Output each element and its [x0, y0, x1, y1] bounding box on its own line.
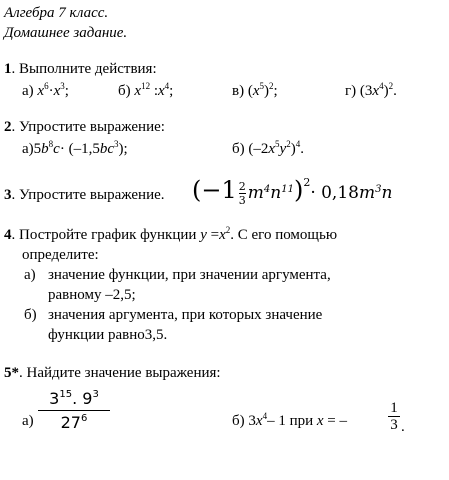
task3-var-n: n: [270, 183, 282, 203]
task2-a-end: );: [118, 141, 128, 157]
task5-a-num-mid: . 9: [72, 389, 93, 408]
task3-expression: [192, 170, 392, 210]
task1-b-exp2: 4: [164, 81, 170, 91]
task4-subtitle: определите:: [22, 247, 99, 263]
task5-a-label: а): [22, 413, 34, 429]
task2-a-mid: · (–1,5: [59, 141, 100, 157]
task1-c-exp2: 2: [269, 81, 274, 91]
task1-d-exp2: 2: [388, 81, 394, 91]
task1-item-c: [232, 82, 278, 100]
task5-a-num-exp1: 15: [59, 389, 73, 400]
task3-tail-m: m: [358, 183, 376, 203]
task5-b-eq: = –: [323, 413, 348, 429]
task4-b-line1: значения аргумента, при которых значение: [48, 307, 323, 323]
task2-b-exp: 4: [295, 139, 301, 149]
task5-b-frac-num: 1: [390, 400, 398, 416]
task2-item-a: [22, 140, 128, 158]
task5-b-label: б) 3: [232, 413, 256, 429]
task3-frac-den: 3: [238, 194, 246, 207]
task1-a-exp2: 3: [60, 81, 65, 91]
task2-b-end: .: [300, 141, 304, 157]
task4-heading: [4, 226, 337, 244]
task1-a-var2: x: [53, 83, 61, 99]
task3-n-exp: 11: [281, 184, 294, 195]
task1-title: . Выполните действия:: [11, 61, 157, 77]
task1-d-close: ): [383, 83, 389, 99]
task3-tail: · 0,18: [310, 183, 359, 203]
task1-c-var: x: [252, 83, 260, 99]
task5-item-b: [232, 412, 347, 430]
task4-func-y: y: [200, 227, 207, 243]
task1-item-d: [345, 82, 397, 100]
task2-title: . Упростите выражение:: [11, 119, 165, 135]
task1-a-label: а): [22, 83, 38, 99]
task3-tail-m-exp: 3: [375, 184, 382, 195]
task3-heading: [4, 186, 165, 204]
task5-b-var-x: x: [255, 413, 263, 429]
task3-title: . Упростите выражение.: [11, 187, 165, 203]
task3-outer-exp: 2: [303, 176, 311, 189]
task5-b-var-x2: x: [316, 413, 324, 429]
task2-a-var-c: c: [53, 141, 60, 157]
header-subtitle: Домашнее задание.: [4, 25, 128, 41]
task1-heading: [4, 60, 157, 78]
task2-a-var-b: b: [41, 141, 49, 157]
task1-b-op: :: [150, 83, 158, 99]
task5-b-end: .: [401, 419, 405, 435]
task2-b-var-x: x: [268, 141, 276, 157]
task4-title: . Постройте график функции: [11, 227, 201, 243]
task2-a-bexp: 8: [48, 139, 54, 149]
task1-d-var: x: [372, 83, 380, 99]
task4-func-eq: =: [206, 227, 220, 243]
task5-heading: [4, 364, 221, 382]
task2-heading: [4, 118, 165, 136]
task5-a-num-base: 3: [49, 389, 60, 408]
task1-number: 1: [4, 61, 12, 77]
task2-b-var-y: y: [279, 141, 287, 157]
task3-number: 3: [4, 187, 12, 203]
task5-title: . Найдите значение выражения:: [19, 365, 221, 381]
task1-c-label: в) (: [232, 83, 253, 99]
task1-c-close: ): [264, 83, 269, 99]
task3-open: (−1: [192, 176, 237, 204]
task5-a-den-exp: 6: [80, 413, 88, 424]
task2-item-b: [232, 140, 304, 158]
task5-b-mid: – 1 при: [267, 413, 317, 429]
task3-m-exp: 4: [263, 184, 271, 195]
task2-a-var-bc: bc: [99, 141, 114, 157]
task5-a-numerator: [38, 388, 110, 410]
task1-b-end: ;: [169, 83, 174, 99]
task1-b-exp1: 12: [141, 81, 151, 91]
task1-c-end: ;: [273, 83, 278, 99]
task2-a-bcexp: 3: [114, 139, 119, 149]
task1-a-exp1: 6: [44, 81, 49, 91]
task3-frac-num: 2: [238, 180, 246, 193]
task4-a-line2: равному –2,5;: [48, 287, 136, 303]
task4-b-line2: функции равно3,5.: [48, 327, 168, 343]
task1-b-var2: x: [157, 83, 165, 99]
task4-func-exp: 2: [225, 225, 231, 235]
header-title: Алгебра 7 класс.: [4, 5, 109, 21]
task4-a-line1: значение функции, при значении аргумента,: [48, 267, 331, 283]
task1-c-exp1: 5: [259, 81, 264, 91]
task1-b-var: x: [134, 83, 142, 99]
task1-a-var: x: [37, 83, 45, 99]
task1-d-label: г) (3: [345, 83, 373, 99]
task1-d-end: .: [393, 83, 397, 99]
task1-a-dot: ·: [48, 83, 54, 99]
task5-a-den-base: 27: [60, 413, 81, 432]
task5-b-xexp: 4: [262, 411, 268, 421]
task5-number: 5*: [4, 365, 19, 381]
task4-b-label: б): [24, 307, 37, 323]
task2-b-close: ): [290, 141, 296, 157]
task5-a-denominator: [38, 411, 110, 435]
task1-item-a: [22, 82, 69, 100]
task1-a-end: ;: [64, 83, 69, 99]
task1-d-exp1: 4: [379, 81, 384, 91]
task2-b-xexp: 5: [275, 139, 280, 149]
task4-func-x: x: [219, 227, 226, 243]
task1-item-b: [118, 82, 173, 100]
task5-b-fraction: [388, 400, 400, 433]
task5-b-frac-den: 3: [390, 417, 398, 433]
task1-b-label: б): [118, 83, 135, 99]
task3-fraction: [239, 181, 246, 206]
task2-number: 2: [4, 119, 12, 135]
task5-a-num-exp2: 3: [92, 389, 99, 400]
task4-title-end: . С его помощью: [230, 227, 338, 243]
task5-a-fraction: [38, 388, 110, 435]
task3-tail-n: n: [381, 183, 393, 203]
task2-b-label: б) (–2: [232, 141, 269, 157]
task3-var-m: m: [247, 183, 264, 203]
task2-a-label: а)5: [22, 141, 42, 157]
task2-b-yexp: 2: [286, 139, 291, 149]
task4-number: 4: [4, 227, 12, 243]
task3-close: ): [293, 176, 304, 204]
task4-a-label: а): [24, 267, 36, 283]
